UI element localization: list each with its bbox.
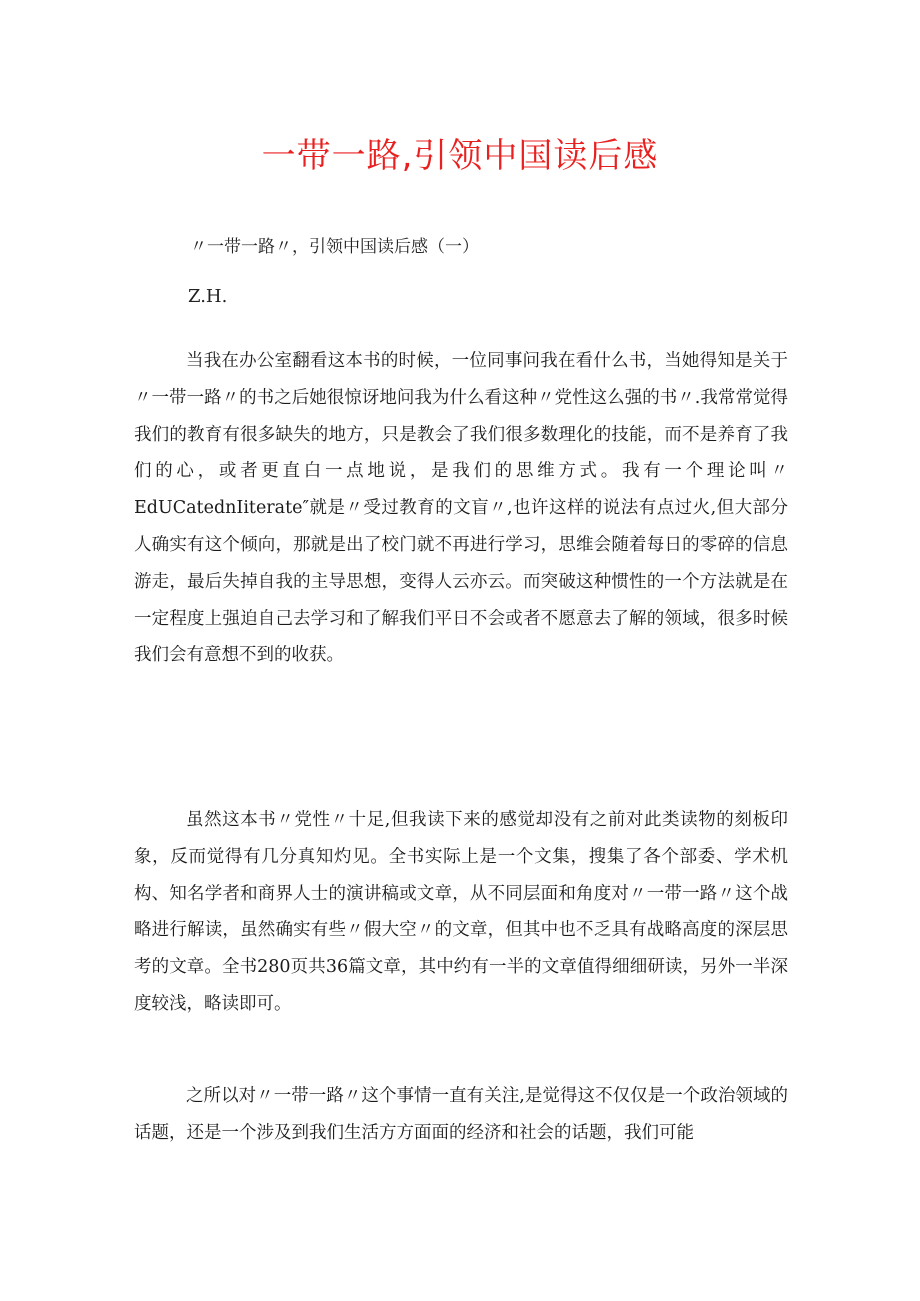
body-paragraph-3: 之所以对〃一带一路〃这个事情一直有关注,是觉得这不仅仅是一个政治领域的话题，还是一个涉及到我们生活方方面面的经济和社会的话题，我们可能: [134, 1086, 788, 1143]
body-paragraph-1: 当我在办公室翻看这本书的时候，一位同事问我在看什么书，当她得知是关于〃一带一路〃的书之后她很惊讶地问我为什么看这种〃党性这么强的书〃.我常常觉得我们的教育有很多缺失的地方，只是教会了我们很多数理化的技能，而不是养育了我们的心，或者更直白一点地说，是我们的思维方式。我有一个理论叫〃EdUCatednIiterate″就是〃受过教育的文盲〃,也许这样的说法有点过火,但大部分人确实有这个倾向，那就是出了校门就不再进行学习，思维会随着每日的零碎的信息游走，最后失掉自我的主导思想，变得人云亦云。而突破这种惯性的一个方法就是在一定程度上强迫自己去学习和了解我们平日不会或者不愿意去了解的领域，很多时候我们会有意想不到的收获。: [134, 351, 788, 666]
body-paragraph-2: 虽然这本书〃党性〃十足,但我读下来的感觉却没有之前对此类读物的刻板印象，反而觉得有几分真知灼见。全书实际上是一个文集，搜集了各个部委、学术机构、知名学者和商界人士的演讲稿或文章，从不同层面和角度对〃一带一路〃这个战略进行解读，虽然确实有些〃假大空〃的文章，但其中也不乏具有战略高度的深层思考的文章。全书280页共36篇文章，其中约有一半的文章值得细细研读，另外一半深度较浅，略读即可。: [134, 810, 788, 1014]
author-line: Z.H.: [188, 286, 228, 307]
document-subtitle: 〃一带一路〃，引领中国读后感（一）: [190, 237, 479, 257]
document-title: 一带一路,引领中国读后感: [261, 136, 659, 176]
